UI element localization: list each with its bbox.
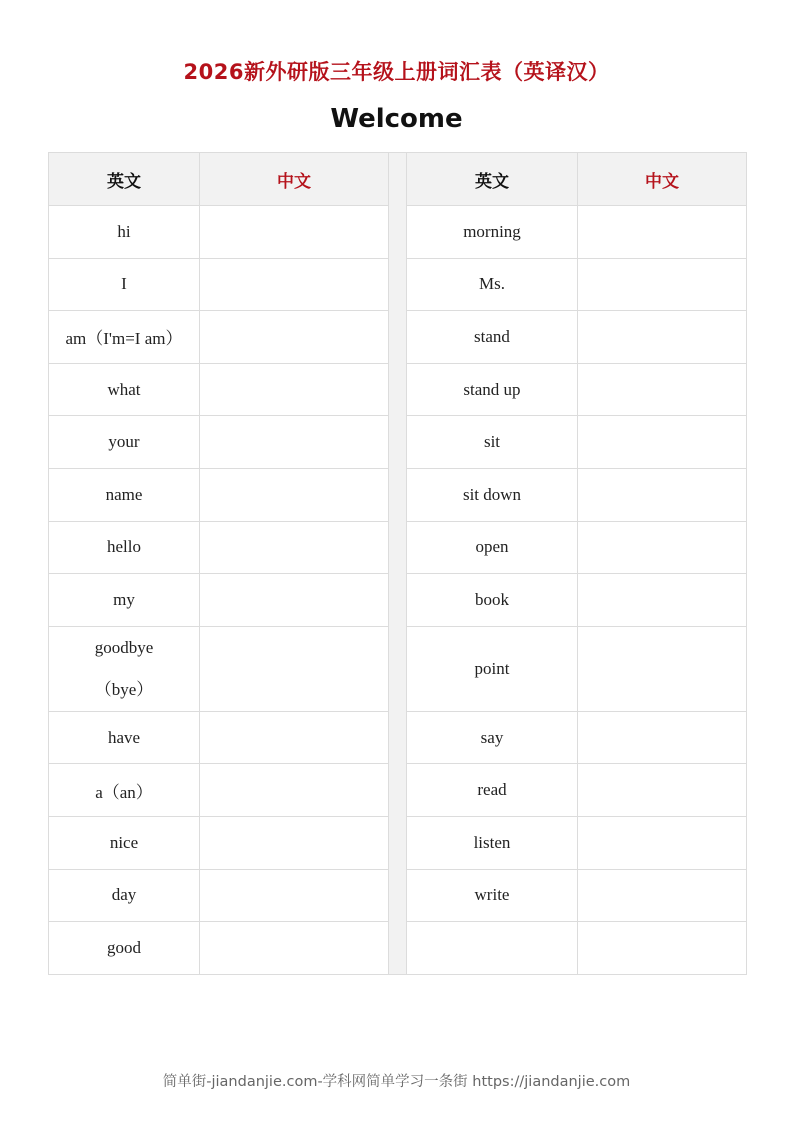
- header-chinese-left: 中文: [200, 153, 389, 206]
- column-gap: [389, 869, 407, 922]
- header-english-left: 英文: [49, 153, 200, 206]
- chinese-meaning-right: [578, 764, 747, 817]
- chinese-meaning-right: [578, 206, 747, 259]
- table-row: [49, 416, 747, 469]
- chinese-meaning-left: [200, 711, 389, 764]
- english-word-right: open: [407, 521, 578, 574]
- table-row: [49, 574, 747, 627]
- chinese-meaning-left: [200, 258, 389, 311]
- english-word-left: hi: [49, 206, 200, 259]
- column-gap: [389, 363, 407, 416]
- column-gap: [389, 468, 407, 521]
- table-row: [49, 206, 747, 259]
- table-row: [49, 521, 747, 574]
- table-row: [49, 869, 747, 922]
- table-header-row: [49, 153, 747, 206]
- english-word-right: Ms.: [407, 258, 578, 311]
- chinese-meaning-right: [578, 363, 747, 416]
- column-gap: [389, 416, 407, 469]
- table-row: [49, 764, 747, 817]
- column-gap: [389, 816, 407, 869]
- english-word-right: write: [407, 869, 578, 922]
- header-english-right: 英文: [407, 153, 578, 206]
- table-row: [49, 922, 747, 975]
- english-word-right: book: [407, 574, 578, 627]
- chinese-meaning-left: [200, 416, 389, 469]
- column-gap: [389, 574, 407, 627]
- footer-watermark: 简单街-jiandanjie.com-学科网简单学习一条街 https://jiandanjie.com: [162, 1074, 631, 1090]
- chinese-meaning-right: [578, 626, 747, 711]
- english-word-left: nice: [49, 816, 200, 869]
- table-row: [49, 626, 747, 711]
- vocabulary-table: [48, 152, 747, 975]
- column-gap: [389, 206, 407, 259]
- chinese-meaning-left: [200, 363, 389, 416]
- chinese-meaning-right: [578, 711, 747, 764]
- english-word-left: I: [49, 258, 200, 311]
- chinese-meaning-right: [578, 311, 747, 364]
- english-word-right: sit down: [407, 468, 578, 521]
- english-word-left: day: [49, 869, 200, 922]
- column-gap: [389, 311, 407, 364]
- chinese-meaning-left: [200, 206, 389, 259]
- chinese-meaning-right: [578, 574, 747, 627]
- unit-heading: Welcome: [330, 104, 463, 134]
- english-word-right: stand: [407, 311, 578, 364]
- chinese-meaning-left: [200, 574, 389, 627]
- column-gap: [389, 258, 407, 311]
- table-row: [49, 711, 747, 764]
- word-line: goodbye: [94, 637, 154, 657]
- column-gap: [389, 521, 407, 574]
- english-word-right: point: [407, 626, 578, 711]
- chinese-meaning-left: [200, 521, 389, 574]
- chinese-meaning-left: [200, 468, 389, 521]
- chinese-meaning-right: [578, 258, 747, 311]
- vocabulary-rows: [49, 206, 747, 975]
- column-gap: [389, 922, 407, 975]
- chinese-meaning-right: [578, 521, 747, 574]
- english-word-right: read: [407, 764, 578, 817]
- english-word-left: [49, 626, 200, 711]
- table-row: [49, 816, 747, 869]
- column-gap: [389, 764, 407, 817]
- table-row: [49, 363, 747, 416]
- chinese-meaning-left: [200, 764, 389, 817]
- english-word-right: listen: [407, 816, 578, 869]
- chinese-meaning-left: [200, 922, 389, 975]
- column-gap: [389, 711, 407, 764]
- english-word-right: say: [407, 711, 578, 764]
- chinese-meaning-left: [200, 626, 389, 711]
- chinese-meaning-left: [200, 816, 389, 869]
- word-line-alt: （bye）: [94, 679, 154, 699]
- english-word-right: [407, 922, 578, 975]
- english-word-left: hello: [49, 521, 200, 574]
- english-word-left: my: [49, 574, 200, 627]
- chinese-meaning-right: [578, 816, 747, 869]
- english-word-right: sit: [407, 416, 578, 469]
- chinese-meaning-left: [200, 311, 389, 364]
- column-gap: [389, 626, 407, 711]
- chinese-meaning-right: [578, 922, 747, 975]
- english-word-left: a（an）: [49, 764, 200, 817]
- document-title: 2026新外研版三年级上册词汇表（英译汉）: [183, 60, 610, 84]
- english-word-left: name: [49, 468, 200, 521]
- table-row: [49, 258, 747, 311]
- chinese-meaning-right: [578, 869, 747, 922]
- english-word-left: have: [49, 711, 200, 764]
- english-word-left: am（I'm=I am）: [49, 311, 200, 364]
- chinese-meaning-left: [200, 869, 389, 922]
- table-row: [49, 311, 747, 364]
- chinese-meaning-right: [578, 468, 747, 521]
- english-word-right: stand up: [407, 363, 578, 416]
- header-chinese-right: 中文: [578, 153, 747, 206]
- english-word-left: your: [49, 416, 200, 469]
- english-word-right: morning: [407, 206, 578, 259]
- english-word-left: what: [49, 363, 200, 416]
- column-gap: [389, 153, 407, 206]
- table-row: [49, 468, 747, 521]
- chinese-meaning-right: [578, 416, 747, 469]
- english-word-left: good: [49, 922, 200, 975]
